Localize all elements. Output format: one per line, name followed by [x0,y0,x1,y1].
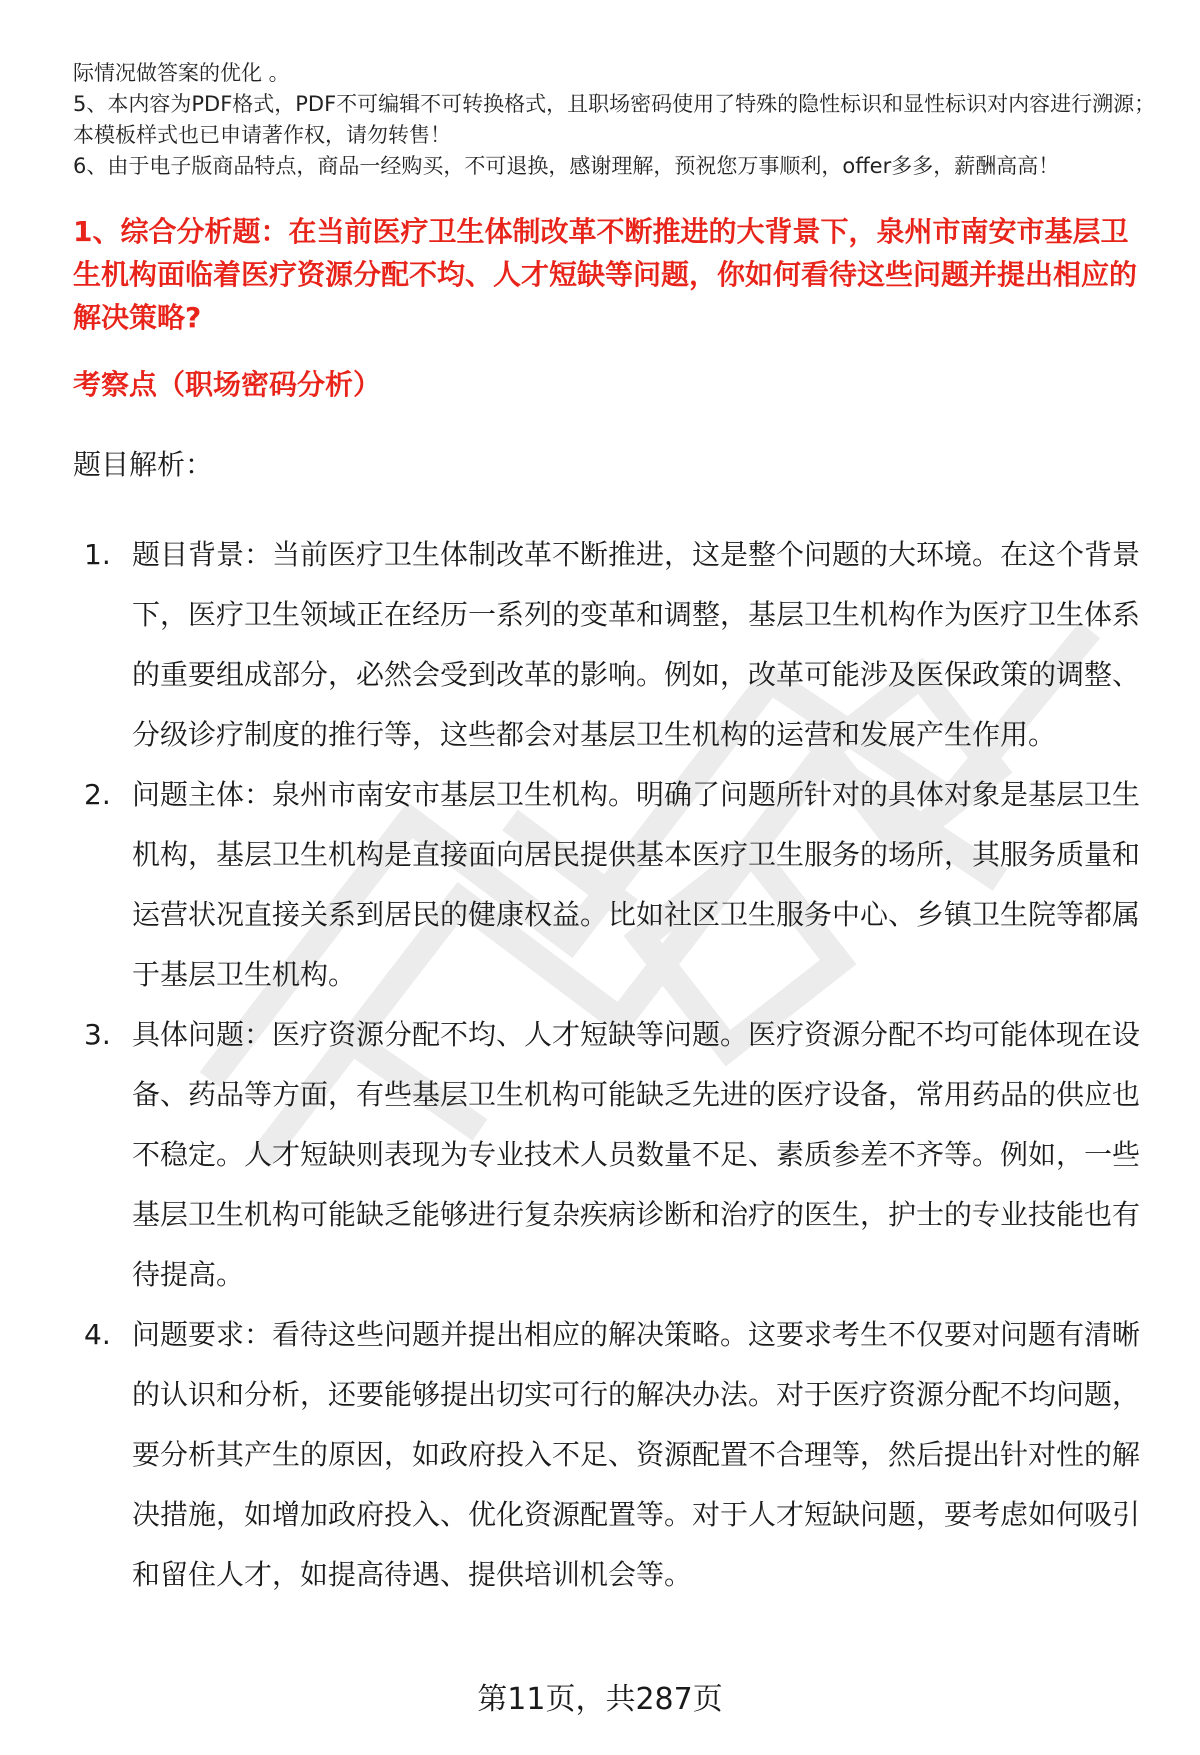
intro-notes [73,58,1163,182]
list-item-number: 3. [84,1018,111,1051]
list-item [80,525,1140,765]
list-item-text: 问题要求：看待这些问题并提出相应的解决策略。这要求考生不仅要对问题有清晰的认识和分析，还要能够提出切实可行的解决办法。对于医疗资源分配不均问题，要分析其产生的原因，如政府投入不足、资源配置不合理等，然后提出针对性的解决措施，如增加政府投入、优化资源配置等。对于人才短缺问题，要考虑如何吸引和留住人才，如提高待遇、提供培训机会等。 [132,1318,1141,1591]
list-item-text: 具体问题：医疗资源分配不均、人才短缺等问题。医疗资源分配不均可能体现在设备、药品等方面，有些基层卫生机构可能缺乏先进的医疗设备，常用药品的供应也不稳定。人才短缺则表现为专业技术人员数量不足、素质参差不齐等。例如，一些基层卫生机构可能缺乏能够进行复杂疾病诊断和治疗的医生，护士的专业技能也有待提高。 [132,1018,1141,1291]
assessment-points-heading: 考察点（职场密码分析） [73,368,382,401]
list-item [80,765,1140,1005]
intro-line: 际情况做答案的优化 。 [73,61,290,85]
list-item-number: 4. [84,1318,111,1351]
analysis-label: 题目解析： [73,448,214,481]
list-item-text: 问题主体：泉州市南安市基层卫生机构。明确了问题所针对的具体对象是基层卫生机构，基层卫生机构是直接面向居民提供基本医疗卫生服务的场所，其服务质量和运营状况直接关系到居民的健康权益。比如社区卫生服务中心、乡镇卫生院等都属于基层卫生机构。 [132,778,1141,991]
intro-line: 6、由于电子版商品特点，商品一经购买，不可退换，感谢理解，预祝您万事顺利，offer多多，薪酬高高！ [73,154,1060,178]
list-item-number: 2. [84,778,111,811]
page-number-footer: 第11页，共287页 [477,1682,723,1717]
analysis-list [80,525,1140,1605]
intro-line: 5、本内容为PDF格式，PDF不可编辑不可转换格式，且职场密码使用了特殊的隐性标识和显性标识对内容进行溯源；本模板样式也已申请著作权，请勿转售！ [73,92,1156,147]
list-item-number: 1. [84,538,111,571]
list-item [80,1305,1140,1605]
question-heading: 1、综合分析题：在当前医疗卫生体制改革不断推进的大背景下，泉州市南安市基层卫生机构面临着医疗资源分配不均、人才短缺等问题，你如何看待这些问题并提出相应的解决策略? [73,215,1138,334]
list-item-text: 题目背景：当前医疗卫生体制改革不断推进，这是整个问题的大环境。在这个背景下，医疗卫生领域正在经历一系列的变革和调整，基层卫生机构作为医疗卫生体系的重要组成部分，必然会受到改革的影响。例如，改革可能涉及医保政策的调整、分级诊疗制度的推行等，这些都会对基层卫生机构的运营和发展产生作用。 [132,538,1141,751]
list-item [80,1005,1140,1305]
